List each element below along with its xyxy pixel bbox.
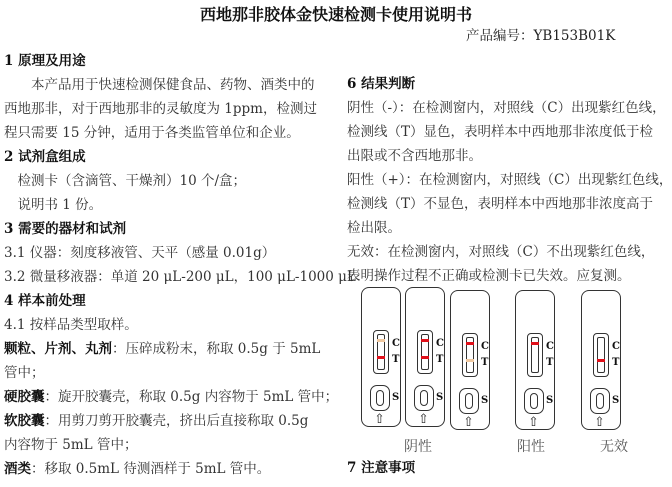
label-invalid: 无效 [600, 439, 628, 455]
control-line [466, 342, 474, 345]
bold-term: 硬胶囊 [4, 389, 45, 405]
text-line: 管中； [4, 365, 45, 381]
test-card [405, 287, 445, 427]
test-window [417, 330, 433, 374]
text-line: 程只需要 15 分钟，适用于各类监管单位和企业。 [4, 125, 300, 141]
test-card [450, 290, 490, 430]
t-label: T [392, 354, 400, 365]
section-heading: 4 样本前处理 [4, 293, 86, 309]
sample-well [414, 385, 434, 411]
text-line: 4.1 按样品类型取样。 [4, 317, 138, 333]
text-line [4, 459, 270, 479]
text-line: 3.2 微量移液器：单道 20 μL-200 μL，100 μL-1000 μL [4, 269, 356, 285]
sample-well [590, 388, 610, 414]
text-line: 阳性（+）：在检测窗内，对照线（C）出现紫红色线， [347, 172, 672, 188]
s-label: S [392, 392, 400, 403]
document-title: 西地那非胶体金快速检测卡使用说明书 [199, 5, 472, 24]
t-label: T [481, 357, 489, 368]
text-line: 检测线（T）不显色，表明样本中西地那非浓度高于 [347, 196, 654, 212]
c-label: C [612, 341, 620, 352]
arrow-up-icon: ⇧ [418, 412, 429, 427]
control-line [421, 339, 429, 342]
section-heading: 6 结果判断 [347, 76, 416, 92]
text-line: 阴性（-）：在检测窗内，对照线（C）出现紫红色线， [347, 100, 666, 116]
s-label: S [612, 395, 620, 406]
s-label: S [481, 395, 489, 406]
section-heading: 2 试剂盒组成 [4, 149, 86, 165]
test-window [527, 333, 543, 377]
product-code: 产品编号：YB153B01K [466, 28, 616, 44]
bold-term: 颗粒、片剂、丸剂 [4, 341, 112, 357]
text-line [4, 387, 338, 407]
test-card [581, 290, 621, 430]
text-line: 检测卡（含滴管、干燥剂）10 个/盒； [4, 173, 247, 189]
text-line: 内容物于 5mL 管中； [4, 437, 138, 453]
t-label: T [436, 354, 444, 365]
test-card [361, 287, 401, 427]
c-label: C [392, 338, 400, 349]
c-label: C [546, 341, 554, 352]
test-line [597, 359, 605, 362]
bold-term: 酒类 [4, 461, 31, 477]
bold-term: 软胶囊 [4, 413, 45, 429]
test-window [462, 333, 478, 377]
term-text: ：移取 0.5mL 待测酒样于 5mL 管中。 [31, 461, 271, 477]
test-window [373, 330, 389, 374]
section-heading: 1 原理及用途 [4, 53, 86, 69]
section-7-heading: 7 注意事项 [347, 460, 416, 476]
text-line: 检出限。 [347, 220, 401, 236]
term-text: ：旋开胶囊壳，称取 0.5g 内容物于 5mL 管中； [44, 389, 339, 405]
s-label: S [546, 395, 554, 406]
text-line: 本产品用于快速检测保健食品、药物、酒类中的 [4, 77, 315, 93]
text-line: 出限或不含西地那非。 [347, 148, 482, 164]
text-line: 表明操作过程不正确或检测卡已失效。应复测。 [347, 268, 631, 284]
label-positive: 阳性 [517, 439, 545, 455]
c-label: C [436, 338, 444, 349]
term-text: ：用剪刀剪开胶囊壳，挤出后直接称取 0.5g [44, 413, 309, 429]
c-label: C [481, 341, 489, 352]
test-window [593, 333, 609, 377]
control-line [531, 342, 539, 345]
text-line: 说明书 1 份。 [4, 197, 103, 213]
text-line: 3.1 仪器：刻度移液管、天平（感量 0.01g） [4, 245, 276, 261]
term-text: ：压碎成粉末，称取 0.5g 于 5mL [112, 341, 321, 357]
text-line [4, 411, 308, 431]
test-line [377, 356, 385, 359]
arrow-up-icon: ⇧ [594, 415, 605, 430]
t-label: T [546, 357, 554, 368]
section-heading: 3 需要的器材和试剂 [4, 221, 127, 237]
t-label: T [612, 357, 620, 368]
text-line: 检测线（T）显色，表明样本中西地那非浓度低于检 [347, 124, 654, 140]
text-line: 无效：在检测窗内，对照线（C）不出现紫红色线， [347, 244, 655, 260]
sample-well [459, 388, 479, 414]
s-label: S [436, 392, 444, 403]
text-line [4, 339, 320, 359]
sample-well [524, 388, 544, 414]
test-line [466, 359, 474, 362]
test-card [515, 290, 555, 430]
sample-well [370, 385, 390, 411]
label-negative: 阴性 [404, 439, 432, 455]
text-line: 西地那非，对于西地那非的灵敏度为 1ppm，检测过 [4, 101, 317, 117]
control-line [377, 339, 385, 342]
test-line [421, 356, 429, 359]
arrow-up-icon: ⇧ [528, 415, 539, 430]
arrow-up-icon: ⇧ [374, 412, 385, 427]
arrow-up-icon: ⇧ [463, 415, 474, 430]
